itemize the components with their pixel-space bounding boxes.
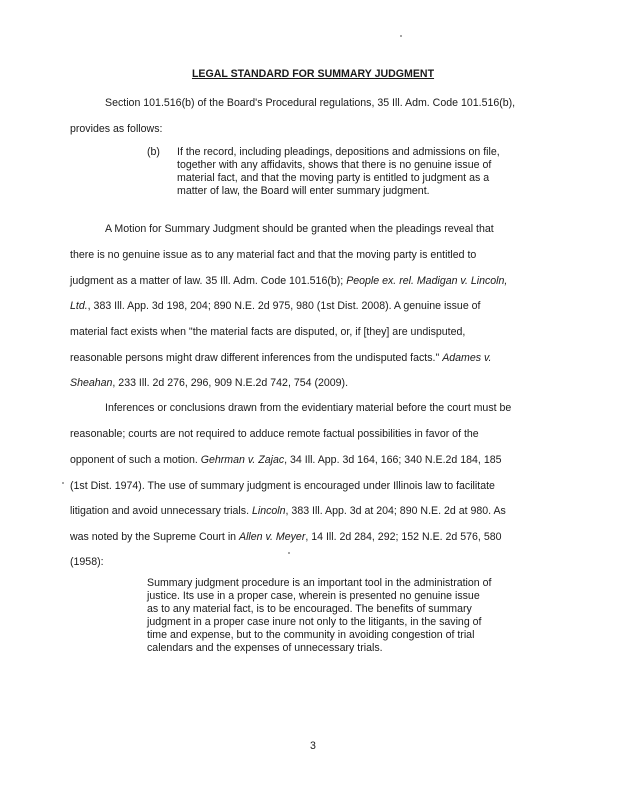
intro-line: provides as follows:	[70, 123, 163, 135]
paragraph-line: there is no genuine issue as to any material fact and that the moving party is entitled to	[70, 249, 477, 261]
block-quote: Summary judgment procedure is an important tool in the administration of justice. Its use in a proper case, wherein is presented no genuine issue as to any material fact, is to be encouraged. The benefits of summary judgment in a proper case inure not only to the litigants, in the saving of time and expense, but to the community in avoiding congestion of trial calendars and the expenses of unnecessary trials.	[147, 577, 492, 654]
rule-quote: If the record, including pleadings, depositions and admissions on file, together with any affidavits, shows that there is no genuine issue of material fact, and that the moving party is entitled to judgment as a matter of law, the Board will enter summary judgment.	[177, 146, 500, 197]
page-title: LEGAL STANDARD FOR SUMMARY JUDGMENT	[191, 68, 435, 80]
paragraph-line: litigation and avoid unnecessary trials. Lincoln, 383 Ill. App. 3d at 204; 890 N.E. 2d at 980. As	[70, 505, 506, 517]
paragraph-line: (1958):	[70, 556, 104, 568]
paragraph-line: material fact exists when "the material facts are disputed, or, if [they] are undisputed,	[70, 326, 466, 338]
case-citation: Allen v. Meyer	[239, 531, 306, 543]
paragraph-line: Inferences or conclusions drawn from the evidentiary material before the court must be	[105, 402, 512, 414]
scan-speck	[288, 552, 290, 554]
paragraph-line: (1st Dist. 1974). The use of summary judgment is encouraged under Illinois law to facilitate	[70, 480, 495, 492]
paragraph-line: opponent of such a motion. Gehrman v. Zajac, 34 Ill. App. 3d 164, 166; 340 N.E.2d 184, 185	[70, 454, 502, 466]
scan-speck	[62, 482, 64, 484]
paragraph-line: reasonable persons might draw different inferences from the undisputed facts." Adames v.	[70, 352, 492, 364]
paragraph-line: Ltd., 383 Ill. App. 3d 198, 204; 890 N.E. 2d 975, 980 (1st Dist. 2008). A genuine issue of	[70, 300, 481, 312]
page-number: 3	[310, 740, 316, 752]
paragraph-line: judgment as a matter of law. 35 Ill. Adm. Code 101.516(b); People ex. rel. Madigan v. Lincoln,	[70, 275, 508, 287]
paragraph-line: reasonable; courts are not required to adduce remote factual possibilities in favor of the	[70, 428, 479, 440]
case-citation: Adames v.	[442, 352, 492, 364]
case-citation: Lincoln	[251, 505, 286, 517]
case-citation: Gehrman v. Zajac	[200, 454, 285, 466]
scan-speck	[400, 35, 402, 37]
case-citation: Ltd.	[70, 300, 88, 312]
paragraph-line: was noted by the Supreme Court in Allen v. Meyer, 14 Ill. 2d 284, 292; 152 N.E. 2d 576, 580	[70, 531, 502, 543]
case-citation: Sheahan	[70, 377, 113, 389]
paragraph-line: Sheahan, 233 Ill. 2d 276, 296, 909 N.E.2d 742, 754 (2009).	[70, 377, 349, 389]
intro-line: Section 101.516(b) of the Board's Procedural regulations, 35 Ill. Adm. Code 101.516(b),	[105, 97, 516, 109]
case-citation: People ex. rel. Madigan v. Lincoln,	[346, 275, 508, 287]
paragraph-line: A Motion for Summary Judgment should be granted when the pleadings reveal that	[105, 223, 494, 235]
rule-label: (b)	[147, 146, 160, 158]
